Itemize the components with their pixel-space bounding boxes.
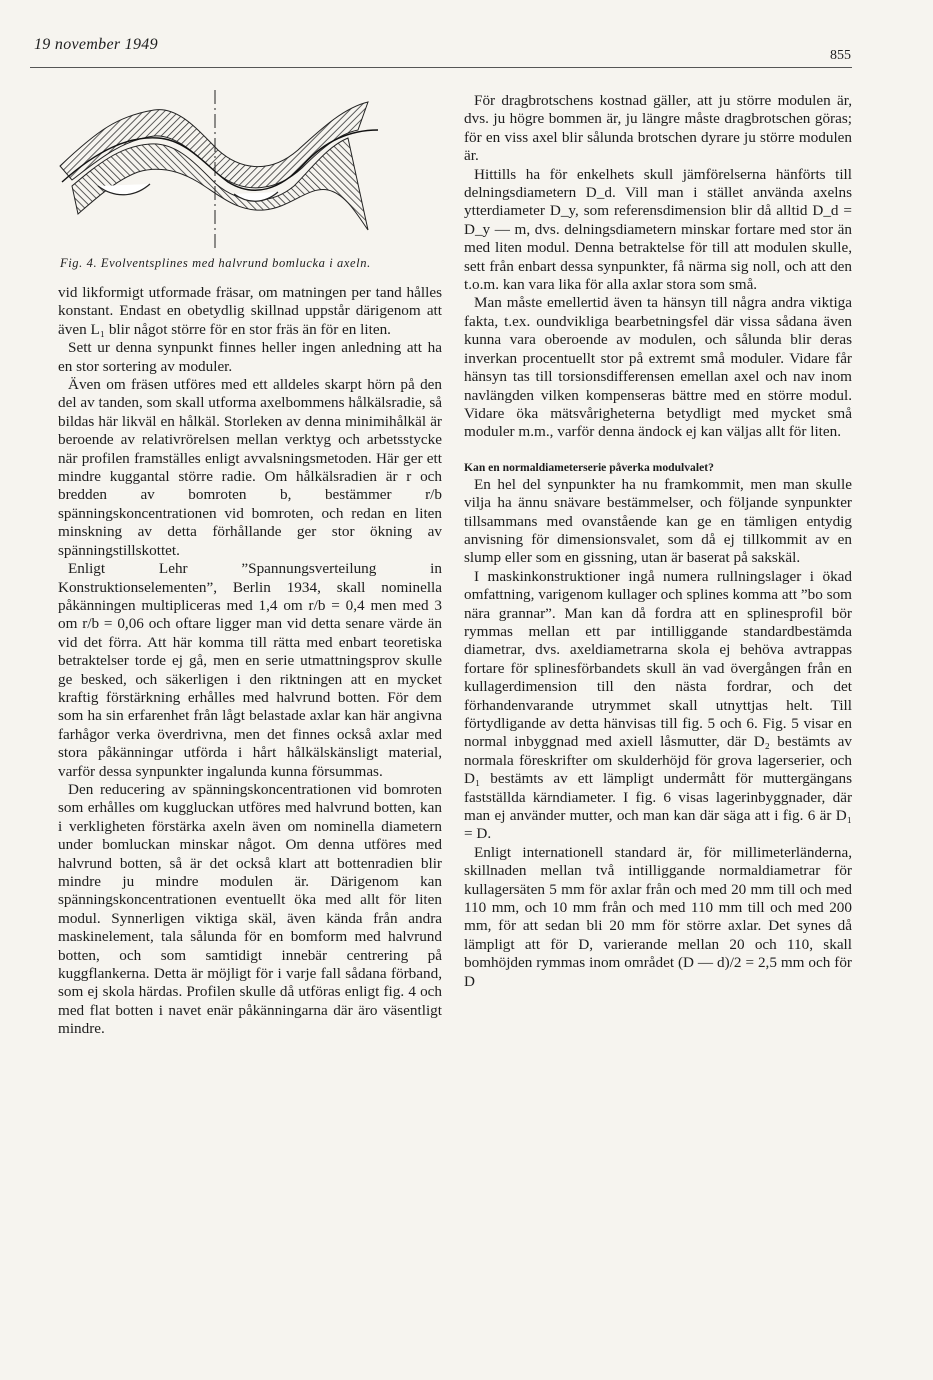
left-column-text bbox=[58, 284, 442, 1039]
paragraph: Enligt Lehr ”Spannungsverteilung in Konstruktionselementen”, Berlin 1934, skall nominella påkänningen multipliceras med 1,4 om r/b = 0,4 men med 3 om r/b = 0,06 och oftare ligger man vid detta senare värde än vid det förra. Att här komma till rätta med enbart teoretiska betraktelser torde ej gå, men en serie utmattningsprov skulle ge besked, och säkerligen i den riktningen att en mycket kraftig förstärkning erhålles med halvrund botten. För dem som ha sin erfarenhet från lågt belastade axlar kan här angivna farhågor verka överdrivna, men det finnes också axlar med stora påkänningar utförda i hårt hålkälskänsligt material, varför dessa synpunkter ingalunda kunna försummas. bbox=[58, 560, 442, 780]
paragraph: Man måste emellertid även ta hänsyn till några andra viktiga fakta, t.ex. oundvikliga bearbetningsfel där vissa sådana även kunna vara oberoende av modulen, och sålunda blir deras inverkan procentuellt stor på extremt små moduler. Vidare får hänsyn tas till torsionsdifferensen emellan axel och nav inom navlängden vilken kompenseras bättre med en större modul. Vidare öka mätsvårigheterna betydligt med mycket små moduler m.m., varför denna ändock ej kan väljas allt för liten. bbox=[464, 294, 852, 441]
figure-caption: Fig. 4. Evolventsplines med halvrund bomlucka i axeln. bbox=[60, 256, 371, 270]
paragraph: Den reducering av spänningskoncentrationen vid bomroten som erhålles om kuggluckan utföres med halvrund botten, kan i verkligheten förstärka axeln även om nominella diametern under bomluckan minskar något. Om denna utföres med halvrund botten, så är det också klart att bottenradien blir mindre ju mindre modulen är. Därigenom kan spänningskoncentrationen eventuellt öka med allt för liten modul. Synnerligen viktiga skäl, även kända från andra maskinelement, tala sålunda för en bomform med halvrund botten, och som samtidigt innebär centrering på kuggflankerna. Detta är möjligt för i varje fall sådana förband, som ej skola härdas. Profilen skulle då utföras enligt fig. 4 och med flat botten i navet enär påkänningarna där äro väsentligt mindre. bbox=[58, 780, 442, 1038]
paragraph: Enligt internationell standard är, för millimeterländerna, skillnaden mellan två intilliggande normaldiametrar för kullagersäten 5 mm för axlar från och med 20 mm till och med 110 mm, och 10 mm från och med 110 mm till och med 200 mm, för att sedan bli 20 mm för större axlar. Det synes då lämpligt att för D, varierande mellan 20 och 110, skall bomhöjden rymmas inom området (D — d)/2 = 2,5 mm och för D bbox=[464, 843, 852, 990]
right-column-text bbox=[464, 92, 852, 991]
figure-4 bbox=[58, 90, 442, 255]
paragraph: Hittills ha för enkelhets skull jämförelserna hänförts till delningsdiametern D_d. Vill man i stället använda axelns ytterdiameter D_y, som referensdimension blir då alltid D_d = D_y — m, dvs. delningsdiametern minskar fortare med stor än med liten modul. Denna betraktelse för till att modulen skulle, sett från enbart dessa synpunkter, få närma sig noll, och att den t.o.m. kan vara lika för alla axlar stora som små. bbox=[464, 165, 852, 294]
paragraph: Sett ur denna synpunkt finnes heller ingen anledning att ha en stor sortering av moduler. bbox=[58, 339, 442, 375]
header-rule bbox=[30, 67, 852, 68]
page-header-date: 19 november 1949 bbox=[34, 36, 158, 53]
paragraph: En hel del synpunkter ha nu framkommit, men man skulle vilja ha ännu snävare bestämmelser, och följande synpunkter tillsammans med ovanstående kan ge en tämligen entydig anvisning för dimensionsvalet, som då ej tillkommit av en slump eller som en gissning, utan är baserat på sakskäl. bbox=[464, 475, 852, 567]
involute-spline-figure-icon bbox=[58, 90, 442, 250]
paragraph: Även om fräsen utföres med ett alldeles skarpt hörn på den del av tanden, som skall utforma axelbommens hålkälsradie, så bildas här likväl en hålkäl. Storleken av denna minimihålkäl är beroende av relativrörelsen mellan verktyg och arbetsstycke när profilen framställes enligt avvalsningsmetoden. Här ger ett mindre kuggantal större radie. Om hålkälsradien är r och bredden av bomroten b, bestämmer r/b spänningskoncentrationen vid bomroten, och redan en liten minskning av detta förhållande ger stor ökning av spänningstillskottet. bbox=[58, 376, 442, 559]
paragraph: vid likformigt utformade fräsar, om matningen per tand hålles konstant. Endast en obetydlig skillnad uppstår därigenom att även L₁ blir något större för en stor fräs än för en liten. bbox=[58, 284, 442, 338]
page-number: 855 bbox=[830, 48, 851, 63]
paragraph: I maskinkonstruktioner ingå numera rullningslager i ökad omfattning, varigenom kullager och splines komma att ”bo som nära grannar”. Man kan då fordra att en splinesprofil bör rymmas mellan ett par intilliggande standardbestämda diametrar, dvs. axeldiametrarna skola ej behöva avtrappas fortare för splinesförbandets skull än vad övergången från en kullagerdimension till den nästa fordrar, och det förhandenvarande utrymmet skall utnyttjas helt. Till förtydligande av detta hänvisas till fig. 5 och 6. Fig. 5 visar en normal inbyggnad med axiell låsmutter, där D₂ bestämts av normala föreskrifter om skulderhöjd för grova lagerserier, och D₁ bestämts av ett lämpligt undermått för muttergängans fastställda kärndiameter. I fig. 6 visas lagerinbyggnader, där man ej använder mutter, och man kan där säga att i fig. 6 är D₁ = D. bbox=[464, 567, 852, 843]
section-heading: Kan en normaldiameterserie påverka modulvalet? bbox=[464, 460, 714, 474]
paragraph: För dragbrotschens kostnad gäller, att ju större modulen är, dvs. ju högre bommen är, ju längre måste dragbrotschen göras; för en viss axel blir sålunda brotschen dyrare ju större modulen är. bbox=[464, 92, 852, 165]
